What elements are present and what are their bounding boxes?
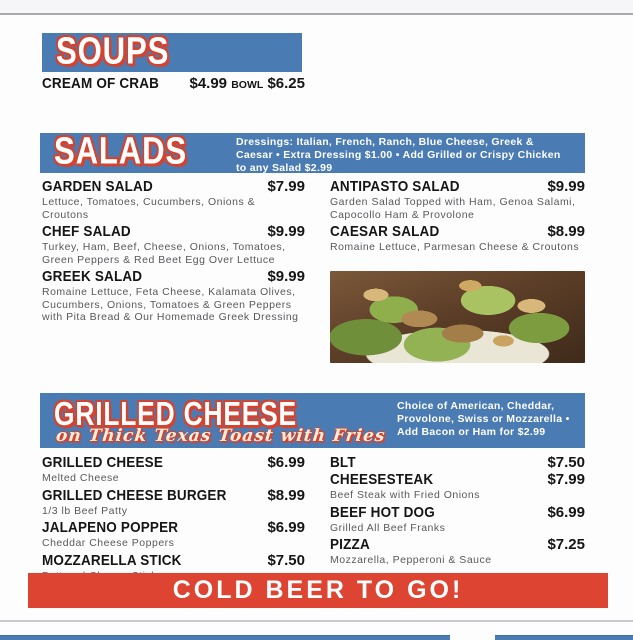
soups-title: SOUPS — [56, 29, 170, 72]
item-name: CHEF SALAD — [42, 223, 131, 240]
grilled-cheese-title: GRILLED CHEESE — [54, 395, 297, 432]
item-description: Beef Steak with Fried Onions — [330, 489, 480, 501]
salads-section-banner — [40, 130, 585, 174]
next-section-banner-edge-left — [0, 635, 450, 640]
item-head — [42, 76, 305, 93]
item-price: $8.99 — [547, 223, 585, 240]
item-price: $6.99 — [267, 454, 305, 471]
item-description: 1/3 lb Beef Patty — [42, 504, 128, 517]
soups-section-banner — [42, 29, 302, 72]
menu-item-garden-salad — [42, 179, 305, 221]
menu-item-cream-of-crab — [42, 76, 305, 93]
item-name: MOZZARELLA STICK — [42, 551, 182, 569]
item-price: $4.99 BOWL $6.25 — [189, 75, 305, 92]
item-description: Cheddar Cheese Poppers — [42, 537, 175, 549]
next-section-banner-edge-right — [495, 635, 633, 640]
menu-item-caesar-salad — [330, 224, 585, 254]
item-price: $8.99 — [267, 486, 305, 504]
salads-left-column — [42, 179, 305, 327]
item-name: GRILLED CHEESE BURGER — [42, 486, 227, 504]
item-name: CHEESESTEAK — [330, 471, 434, 488]
item-name: GRILLED CHEESE — [42, 454, 164, 471]
salads-right-column — [330, 179, 585, 257]
item-price: $6.99 — [267, 519, 305, 536]
item-price: $7.99 — [267, 178, 305, 195]
item-name: GREEK SALAD — [42, 268, 143, 285]
item-description: Romaine Lettuce, Parmesan Cheese & Croutons — [330, 241, 580, 253]
salads-title: SALADS — [54, 130, 188, 173]
item-description: Lettuce, Tomatoes, Cucumbers, Onions & Croutons — [42, 196, 256, 221]
grilled-cheese-section-banner — [40, 393, 585, 448]
item-description: Melted Cheese — [42, 472, 120, 484]
item-price: $7.25 — [547, 536, 585, 553]
item-description: Garden Salad Topped with Ham, Genoa Salami, Capocollo Ham & Provolone — [330, 196, 576, 221]
bottom-divider-line — [0, 620, 633, 622]
item-price: $7.50 — [267, 551, 305, 569]
menu-item-jalapeno-popper — [42, 520, 305, 550]
item-price: $9.99 — [267, 223, 305, 240]
item-name: ANTIPASTO SALAD — [330, 178, 460, 195]
menu-item-greek-salad — [42, 269, 305, 324]
item-description: Grilled All Beef Franks — [330, 521, 446, 534]
item-price: $7.99 — [547, 471, 585, 488]
cold-beer-banner-text: COLD BEER TO GO! — [172, 576, 464, 604]
item-description: Romaine Lettuce, Feta Cheese, Kalamata Olives, Cucumbers, Onions, Tomatoes & Green Peppers with Pita Bread & Our Homemade Greek Dressing — [42, 286, 299, 323]
cold-beer-banner — [28, 573, 608, 608]
top-divider-line — [0, 13, 633, 15]
menu-item-chef-salad — [42, 224, 305, 266]
grilled-cheese-right-column — [330, 455, 585, 570]
grilled-cheese-left-column — [42, 455, 305, 585]
soups-items — [42, 76, 305, 94]
salads-dressings-note: Dressings: Italian, French, Ranch, Blue Cheese, Greek & Caesar • Extra Dressing $1.00 • Add Grilled or Crispy Chicken to any Salad $2.99 — [236, 136, 561, 174]
menu-item-cheesesteak — [330, 472, 585, 502]
item-description: Mozzarella, Pepperoni & Sauce — [330, 554, 492, 566]
item-name: JALAPENO POPPER — [42, 519, 179, 536]
bowl-label: BOWL — [231, 79, 264, 91]
item-name: BEEF HOT DOG — [330, 503, 435, 521]
item-price: $6.99 — [547, 503, 585, 521]
item-price: $9.99 — [547, 178, 585, 195]
item-price: $9.99 — [267, 268, 305, 285]
item-description: Turkey, Ham, Beef, Cheese, Onions, Tomatoes, Green Peppers & Red Beet Egg Over Lettuce — [42, 241, 286, 266]
item-name: GARDEN SALAD — [42, 178, 153, 195]
item-name: CREAM OF CRAB — [42, 75, 160, 92]
caesar-salad-photo — [330, 271, 585, 363]
menu-item-beef-hot-dog — [330, 505, 585, 535]
menu-item-antipasto-salad — [330, 179, 585, 221]
top-edge-strip — [0, 0, 633, 13]
item-name: CAESAR SALAD — [330, 223, 440, 240]
menu-item-pizza — [330, 537, 585, 567]
grilled-cheese-subtitle: on Thick Texas Toast with Fries — [54, 426, 387, 446]
menu-item-grilled-cheese-burger — [42, 488, 305, 518]
item-price: $7.50 — [547, 454, 585, 471]
menu-item-blt — [330, 455, 585, 471]
grilled-cheese-choices-note: Choice of American, Cheddar, Provolone, Swiss or Mozzarella • Add Bacon or Ham for $2.99 — [397, 400, 570, 438]
menu-item-grilled-cheese — [42, 455, 305, 485]
item-name: PIZZA — [330, 536, 370, 553]
item-name: BLT — [330, 454, 356, 471]
